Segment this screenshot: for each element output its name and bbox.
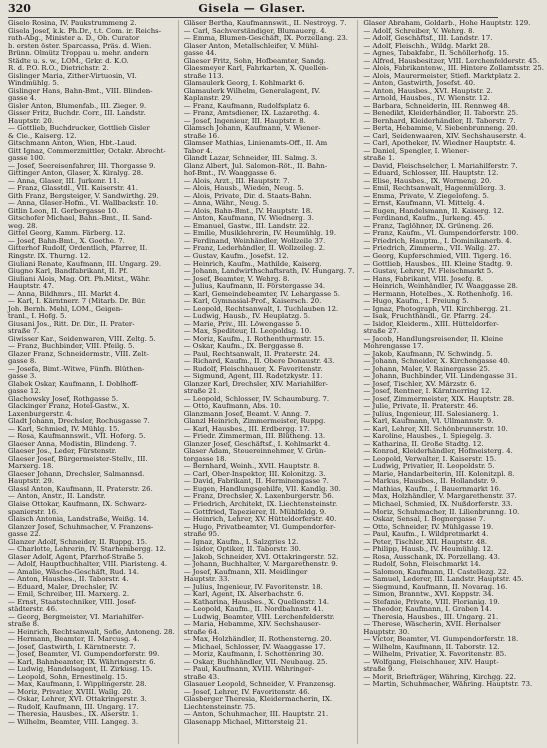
directory-entry: — Anton, Kaufmann, IV. Wiednerg. 3. [183, 214, 314, 223]
directory-entry: — Alois, Hausb., Wieden, Neug. 5. [183, 184, 304, 193]
directory-entry: straße 8. [8, 620, 40, 629]
directory-entry: Giusani Jos., Ritt. Dr. Dir., II. Prater- [8, 319, 135, 328]
directory-entry: Gläser Bertha, Kaufmannswit., II. Nestroyg. 7. [183, 19, 347, 27]
directory-entry: — Simon, Branntw., XVI. Koppstr. 34. [363, 590, 494, 599]
directory-entry: Glamser Mathias, Linienamts-Off., II. Am [183, 139, 328, 148]
directory-entry: — Rosa, Ausschank, IX. Porzellang. 43. [363, 552, 500, 561]
directory-entry: Hauptstr. 29. [8, 477, 54, 486]
directory-entry: — Johann, Buchhalter, V. Margarethenstr. 9. [183, 560, 338, 569]
directory-entry: — Siegmund, Kaufmann, II. Novarag. 16. [363, 582, 508, 591]
directory-entry: — Oskar, Sensal, I. Bognergasse 7. [363, 515, 486, 524]
directory-entry: Glazer Franz, Schneidermstr., VIII. Zelt- [8, 349, 149, 358]
directory-entry: — Anton, Gastwirth, Josefst. 40. [363, 79, 476, 88]
directory-entry: — Charlotte, Lehrerin, IV. Starhembergg. 12. [8, 545, 167, 554]
directory-entry: — Wilhelm, Kaufmann, II. Taborstr. 12. [363, 642, 500, 651]
directory-entry: Glanzmann Josef, Beamt. V. Anng. 7. [183, 409, 311, 418]
directory-entry: — Alois, Private, Dir. d. Staats-Bahn. [183, 191, 312, 200]
directory-entry: Glaser Anton, Metallschleifer, V. Mühl- [183, 41, 319, 50]
directory-entry: — Therese, Wäscherin, XVII. Hernalser [363, 620, 501, 629]
directory-entry: — Anna, Glaser-Hofm., VI. Wallbackstr. 10. [8, 199, 159, 208]
directory-entry: — Adolf, Hauptbuchhalter, VIII. Piaristeng. 4. [8, 560, 168, 569]
directory-entry: Glamaulerk Georg, I. Kohlmarkt 6. [183, 79, 305, 88]
directory-entry: Windmühlg. 5. [8, 79, 59, 88]
directory-entry: — Isak, Fruchthändl., Gr. Pfarrg. 24. [363, 312, 492, 321]
directory-entry: — Theresia, Hausbes., III. Ungarg. 21. [363, 612, 499, 621]
directory-entry: gasse 12. [8, 387, 41, 396]
directory-entry: torgasse 18. [183, 454, 227, 463]
directory-entry: Gladt Johann, Drechsler, Rochusgasse 7. [8, 417, 150, 426]
directory-entry: — Emil, Rechtsanwalt, Hagenmüllerg. 3. [363, 184, 506, 193]
directory-entry: Hauptstr. 47. [8, 282, 54, 291]
directory-entry: — Josef, Gastwirth, I. Kärntnerstr. 7. [8, 642, 136, 651]
directory-entry: Brünn. Olmütz Troppau u. mehr. andern [8, 49, 149, 58]
directory-entry: straße 95. [183, 530, 220, 539]
directory-entry: — Ludwig, Hausb., IV. Heuplatzg. 5. [183, 312, 311, 321]
directory-entry: Glaeser Fritz, Sohn, Hofbeamter, Sandg. [183, 56, 326, 65]
directory-entry: — Adolf, Schreiber, V. Wehrg. 8. [363, 26, 475, 35]
directory-entry: Gitt Ignaz, Commerzmittler, Octakr. Abrecht- [8, 146, 166, 155]
directory-entry: Giugno Karl, Bandfabrikant, II. Pf. [8, 267, 128, 276]
directory-entry: weg. 28. [8, 221, 38, 230]
directory-entry: — Josef, Kaufmann, XII. Meidlinger [183, 567, 308, 576]
directory-entry: städterstr. 46. [8, 605, 58, 614]
directory-entry: — Jakob, Kaufmann, IV. Schwindg. 5. [363, 349, 493, 358]
directory-entry: — Wilhelm, Beamter, VIII. Langeg. 3. [8, 717, 139, 726]
directory-entry: — Emanuel, Gastw., III. Landstr. 22. [183, 221, 310, 230]
directory-entry: — Ludwig, Privatier, II. Leopoldstr. 5. [363, 462, 495, 471]
directory-entry: Giuliani Alois, Mag. Oft. Ph.Mitst., Währ. [8, 274, 151, 283]
directory-entry: — Philipp, Hausb., IV. Heumühlg. 12. [363, 545, 494, 554]
directory-entry: — Hans, Fabrikant, VIII. Josefg. 8. [363, 274, 484, 283]
directory-entry: — Rudolf, Sohn, Fleischmarkt 14. [363, 560, 481, 569]
directory-entry: — Gustav, Kaufm., Josefst. 12. [183, 251, 289, 260]
directory-entry: Glaesmeyer Karl, Fahrkarten, X. Quellen- [183, 64, 329, 73]
directory-entry: — Franz, Glasstdl., VII. Kaiserstr. 41. [8, 184, 138, 193]
directory-entry: Gitschmann Anton, Wien, Hbt.-Laud. [8, 139, 137, 148]
directory-entry: — Oskar, Lehrer, XVI. Ottakringerstr. 3. [8, 695, 147, 704]
directory-entry: Glackinger Franz, Hotel-Gastw., X. [8, 402, 130, 411]
directory-entry: Tabor 4. [183, 146, 213, 155]
directory-entry: — Leopold, Verwalter, I. Kaiserstr. 15. [363, 454, 497, 463]
directory-entry: Glanzer Adolf, Schneider, II. Ruppg. 15. [8, 537, 148, 546]
directory-entry: — Heinrich, Kaufm., Mathilde, Kaiserg. [183, 259, 322, 268]
directory-entry: — Josef, Zimmermeister, XIX. Hauptstr. 28. [363, 394, 515, 403]
directory-entry: — Eduard, Maler, Drechsler, IV. [8, 582, 119, 591]
directory-entry: — Benedikt, Kleiderhändler, II. Taborstr. 25. [363, 109, 519, 118]
directory-entry: Glasauer Leopold, Schneider, V. Franzensg. [183, 680, 336, 689]
directory-entry: — Heinrich, Lehrer, XV. Hütteldorferstr. 40. [183, 515, 337, 524]
directory-entry: Glamsch Johann, Kaufmann, V. Wiener- [183, 124, 321, 133]
directory-entry: — Konrad, Kleiderhändler, Hofmeisterg. 4. [363, 447, 513, 456]
directory-entry: Glaser Abraham, Goldarb., Hohe Hauptstr. 129. [363, 19, 531, 27]
directory-entry: — Julius, Ingenieur, IV. Favoritenstr. 18. [183, 582, 323, 591]
directory-entry: Glaeser Josef, Bürgermeister-Stellv., III. [8, 454, 148, 463]
directory-entry: — Carl, Sachverständiger, Blumauerg. 4. [183, 26, 327, 35]
column-left [8, 20, 179, 744]
directory-entry: Gisser Fritz, Buchdr. Corr., III. Landstr. [8, 109, 146, 118]
directory-entry: — Paul, Kaufmann, XVIII. Währinger- [183, 665, 314, 674]
directory-entry: — Johann, Landwirthschaftsrath, IV. Hungarg. 7. [183, 267, 355, 276]
directory-entry: — Julie, Private, II. Praterstr. 46. [363, 402, 479, 411]
directory-entry: — Franz, Buchbinder, VIII. Pfeilg. 5. [8, 342, 135, 351]
directory-entry: — Moriz, Kaufm., I. Rothenthurmstr. 15. [183, 334, 325, 343]
directory-entry: — Bernhard, Weinh., XVII. Hauptstr. 8. [183, 462, 320, 471]
directory-entry: — Heinrich, Rechtsanwalt, Sofie, Antoneng. 28. [8, 627, 175, 636]
directory-entry: Giuliani Renate, Kaufmann, III. Ungarg. 29. [8, 259, 162, 268]
directory-entry: — Ignaz, Kaufm., I. Salzgries 12. [183, 537, 299, 546]
directory-entry: — Ernst, Kaufmann, VI. Mittelg. 4. [363, 199, 485, 208]
directory-entry: — Moriz, Kaufmann, I. Schottenring 30. [183, 650, 324, 659]
directory-entry: — Carl, Ober-Inspektor, III. Kolonitzg. 3. [183, 469, 326, 478]
directory-entry: — Josefa, Bimt.-Witwe, Fünfh. Blüthen- [8, 364, 145, 373]
directory-entry: — David, Fabrikant, II. Herminengasse 7. [183, 477, 329, 486]
directory-entry: — Alois, Bahn-Bmt., IV. Hauptstr. 18. [183, 206, 313, 215]
directory-entry: — Julius, Kaufmann, II. Förstergasse 34. [183, 282, 326, 291]
directory-entry: — Sigmund, Agent, III. Radetzkystr. 11. [183, 372, 323, 381]
directory-entry: gasse 3. [8, 372, 37, 381]
directory-entry: — Markus, Hausbes., II. Hollandstr. 9. [363, 477, 498, 486]
directory-entry: Marxerg. 18. [8, 462, 54, 471]
directory-entry: — Salomon, Kaufmann, II. Castellezg. 22. [363, 567, 509, 576]
directory-entry: — Martin, Schuhmacher, Währing. Hauptstr. 73. [363, 680, 533, 689]
directory-entry: — Karl, Gymnasial-Prof., Kaisersch. 20. [183, 297, 322, 306]
directory-entry: — Georg, Bergmeister, VI. Mariahilfer- [8, 612, 144, 621]
directory-entry: — Josef, Beamter, V. Wehrg. 8. [183, 274, 290, 283]
directory-entry: — Rudolf, Fleischhauer, X. Favoritenstr. [183, 364, 323, 373]
directory-entry: gasse 100. [8, 154, 46, 163]
directory-entry: — Josef, Ingenieur, III. Hauptstr. 8. [183, 116, 306, 125]
directory-entry: Liechtensteinstr. 75. [183, 702, 256, 711]
directory-entry: — Theresia, Hausbes., IX. Alserstr. 1. [8, 710, 139, 719]
directory-entry: — Leopold, Schlosser, IV. Schaumburg. 7. [183, 394, 330, 403]
directory-entry: straße 64. [183, 627, 220, 636]
directory-entry: — Michael, Schmied, IX. Nußdorferstr. 33. [363, 500, 513, 508]
directory-entry: Hauptstr. 33. [183, 575, 230, 584]
directory-entry: — Oskar, Kaufm., IX. Berggasse 8. [183, 342, 304, 351]
directory-entry: — Leopold, Kaufm., II. Nordbahnstr. 41. [183, 605, 324, 614]
directory-entry: — Ignaz, Photograph, VII. Kirchbergg. 21. [363, 304, 512, 313]
directory-entry: straße 7. [8, 327, 40, 336]
directory-entry: — Hermann, Beamter, II. Marcusg. 4. [8, 635, 140, 644]
directory-entry: — Emil, Schreiber, III. Marxerg. 2. [8, 590, 130, 599]
directory-entry: — Richard, Kaufm., II. Obere Donaustr. 43. [183, 357, 335, 366]
directory-entry: — Ferdinand, Weinhändler, Wollzeile 37. [183, 236, 326, 245]
directory-entry: — Alois, Fabrikantenw., III. Hintere Zollamtsstr. 25. [363, 64, 544, 73]
directory-entry: Glanz Albert, Jul. Salomon-Röt., II. Bahn- [183, 161, 328, 170]
directory-entry: — Franz, Lederhändler, II. Wollzeileg. 2. [183, 244, 326, 253]
directory-entry: — Katharina, Hausbes., X. Quellenstr. 14. [183, 597, 330, 606]
directory-entry: Glanzl Heinrich, Zimmermeister, Ruppg. [183, 417, 326, 426]
directory-entry: — Otto, Kaufmann, Abs. 10. [183, 402, 281, 411]
directory-entry: Gith Franz, Bergsteiger, V. Sandwirthg. 29. [8, 191, 159, 200]
directory-entry: Glasberger Theresia, Kleidermacherin, IX. [183, 695, 333, 704]
directory-entry: — David, Fleischselcher, I. Mariahilferstr. 7. [363, 161, 518, 170]
page-number: 320 [8, 2, 31, 15]
directory-entry: — Emilie, Musiklehrerin, IV. Heumühlg. 19. [183, 229, 337, 238]
directory-entry: Glachowsky Josef, Rothgasse 5. [8, 394, 119, 403]
directory-entry: Glasenapp Michael, Mittersteig 21. [183, 717, 308, 726]
directory-entry: gasse 44. [183, 49, 217, 58]
directory-entry: & Cie., Kaiserg. 12. [8, 131, 77, 140]
directory-entry: — Karl, Kaufmann, VI. Ullmannstr. 9. [363, 417, 494, 426]
directory-entry: — Josef, Seereisenfahrer, III. Thorgasse 9. [8, 161, 156, 170]
directory-entry: — Marie, Handarbeiterin, III. Kolonitzpl. 8. [363, 469, 515, 478]
directory-entry: — Max, Spediteur, II. Leopoldsg. 10. [183, 327, 312, 336]
directory-entry: — Katharina, II. Große Stadtg. 12. [363, 439, 484, 448]
directory-entry: — Anton, Hausbes., II. Taborstr. 4. [8, 575, 129, 584]
directory-entry: — Maria, Hebamme, XIV. Sechshauser- [183, 620, 321, 629]
directory-entry: Glandt Lazar, Schneider, III. Salmg. 3. [183, 154, 318, 163]
directory-entry: — Wilhelm, Privatier, X. Favoritenstr. 85. [363, 650, 507, 659]
directory-entry: — Otto, Schneider, IV. Mühlgasse 19. [363, 522, 494, 531]
directory-entry: — Friedrich, Zimmerm., VII. Wallg. 27. [363, 244, 500, 253]
directory-entry: — Paul, Kaufm., I. Wildpretmarkt 4. [363, 530, 489, 539]
directory-entry: Giwisser Kar., Seidenwaren, VIII. Zeltg. 5. [8, 334, 156, 343]
directory-entry: Gittinger Anton, Glaser, X. Kiralyg. 28. [8, 169, 144, 178]
directory-entry: gasse 4. [8, 94, 37, 103]
directory-entry: straße 43. [183, 672, 220, 681]
directory-entry: — Hermann, Hotelbes., X. Rothenhofg. 16. [363, 289, 513, 298]
directory-entry: — Hugo, Kaufm., I. Freiung 5. [363, 297, 469, 306]
directory-entry: — Adolf, Fleischh., Wildg. Markt 28. [363, 41, 491, 50]
directory-entry: Glassl Anton, Kaufmann, II. Praterstr. 26. [8, 484, 153, 493]
directory-entry: Glaisch Antonia, Landstraße, Weißg. 14. [8, 515, 149, 524]
directory-entry: — Oskar, Buchhändler, VII. Neubaug. 25. [183, 657, 328, 666]
directory-entry: — Ernst, Staatstechniker, VIII. Josef- [8, 597, 137, 606]
directory-entry: Gisler Anton, Blumenfab., III. Zieger. 9. [8, 101, 147, 110]
directory-entry: — Alfred, Hausbesitzer, VIII. Lerchenfelderstr. 45. [363, 56, 540, 65]
directory-entry: — Anton, Hausbes., XVI. Hauptstr. 2. [363, 86, 493, 95]
directory-entry: Gislinger Hans, Bahn-Bmt., VIII. Blinden- [8, 86, 153, 95]
directory-columns [8, 19, 544, 744]
directory-entry: — Ludwig, Handelsagent, II. Zirkusg. 15. [8, 665, 153, 674]
directory-entry: Glanzer Josef, Geschäftsf., I. Kohlmarkt 4. [183, 439, 331, 448]
directory-entry: Mohrengasse 17. [363, 342, 424, 351]
directory-entry: — Gottlieb, Buchdrucker, Gottlieb Gisler [8, 124, 150, 133]
directory-entry: — Karl, Hausbes., III. Erdbergg. 17. [183, 424, 310, 433]
directory-entry: — Franz, Kaufm., VI. Gumpendorferstr. 100. [363, 229, 519, 238]
directory-entry: Kaplanstr. 29. [183, 94, 233, 103]
directory-entry: spanierstr. 16. [8, 507, 59, 516]
directory-entry: — Berta, Hebamme, V. Siebenbrunneng. 20. [363, 124, 518, 133]
directory-entry: straße 27. [363, 327, 399, 336]
directory-entry: — Karl, I. Kärntnerr. 7 (Mitarb. Dr. Bür. [8, 297, 146, 306]
directory-entry: Laxenburgerstr. 4. [8, 409, 73, 418]
directory-entry: — Johann, Maler, V. Rainergasse 25. [363, 364, 490, 373]
directory-entry: Glaeser Anna, Modistin, Blindeng. 7. [8, 439, 137, 448]
directory-entry: Glaise Ottokar, Kaufmann, IX. Schwarz- [8, 500, 147, 508]
directory-entry: — Friedrich, Architekt, IX. Liechtensteinstr. [183, 500, 338, 508]
directory-entry: — Daniel, Spengler, I. Wiener- [363, 146, 470, 155]
directory-entry: — Gustav, Lehrer, IV. Fleischmarkt 5. [363, 267, 494, 276]
directory-entry: — Theodor, Kaufmann, I. Graben 14. [363, 605, 492, 614]
directory-entry: — Adolf, Geschäftsf., III. Landstr. 17. [363, 34, 493, 43]
directory-entry: Hauptstr. 30. [363, 627, 410, 636]
directory-entry: — Moriz, Schuhmacher, II. Lilienbrunng. 10. [363, 507, 520, 516]
directory-entry: — Eduard, Schlosser, III. Hauptstr. 12. [363, 169, 499, 178]
directory-entry: — Franz, Amtsdiener, IX. Lazarethg. 4. [183, 109, 320, 118]
directory-entry: Glanzer Karl, Drechsler, XIV. Mariahilfer- [183, 379, 328, 388]
directory-entry: — Anna, Währ., Neug. 5. [183, 199, 270, 208]
directory-entry: — Gottfried, Tapezierer, II. Mühlfeldg. 9. [183, 507, 327, 516]
directory-entry: — Paul, Rechtsanwalt, II. Praterstr. 24. [183, 349, 321, 358]
directory-entry: — Bernhard, Kleiderhändler, II. Taborstr. 7. [363, 116, 516, 125]
directory-entry: Hauptstr. 20. [8, 116, 54, 125]
directory-entry: — Ludwig, Beamter, VIII. Lerchenfelderstr. [183, 612, 335, 621]
directory-entry: — Karl, Agent, IX. Alserbachstr. 6. [183, 590, 304, 599]
directory-entry: — Friedrich, Hauptm., I. Dominikanerb. 4. [363, 236, 512, 245]
directory-entry: — Julius, Ingenieur, III. Salesianerg. 1. [363, 409, 499, 418]
directory-entry: Glaeser Jos., Leder, Fürstenstr. [8, 447, 117, 456]
directory-entry: tranl., I. Hofg. 5. [8, 312, 67, 321]
directory-entry: — Franz, Kaufmann, Rudolfsplatz 6. [183, 101, 310, 110]
directory-entry: — Karl, Gemeindebeamter, IV. Lehargasse 5. [183, 289, 340, 298]
directory-entry: Giselo Rosina, IV. Paukstrummeng 2. [8, 19, 137, 27]
directory-entry: — Marie, Priv., III. Löwengasse 5. [183, 319, 302, 328]
directory-entry: — Anton, Schuhmacher, III. Hauptstr. 21. [183, 710, 329, 719]
directory-entry: — Alois, Maurermeister, Stiefl. Marktplatz 2. [363, 71, 521, 80]
directory-entry: — Leopold, Rechtsanwalt, I. Tuchlauben 12. [183, 304, 339, 313]
directory-entry: — Morit, Briefträger, Währing, Kirchgg. 22. [363, 672, 516, 681]
page-title: Gisela — Glaser. [198, 2, 306, 15]
directory-entry: — Johann, Schneider, X. Kirchengasse 40. [363, 357, 510, 366]
directory-entry: — Friedr. Zimmerman, III. Blütheng. 13. [183, 432, 326, 441]
directory-entry: — Karoline, Hausbes., I. Spiegelg. 3. [363, 432, 492, 441]
directory-entry: R. d. P.O. R.O., Dietrichstr. 2. [8, 64, 109, 73]
directory-entry: — Eugen, Handlungsgehilfe, VII. Kandlg. 30. [183, 484, 341, 493]
directory-entry: — Karl, Bahnbeamter, IX. Währingerstr. 6. [8, 657, 156, 666]
directory-entry: — Josef, Beamter, VI. Gumpendorferstr. 99. [8, 650, 160, 659]
directory-entry: hof-Bmt., IV. Waaggasse 6. [183, 169, 277, 178]
directory-entry: — Rudolf, Kaufmann, III. Ungarg. 17. [8, 702, 139, 711]
directory-entry: Gitschofer Michael, Bahn.-Bmt., II. Sand- [8, 214, 153, 223]
directory-entry: — Josef, Rentner, I. Kärntnerring 12. [363, 387, 492, 396]
header-rule [8, 17, 498, 18]
directory-entry: — Rosa, Kaufmannswit., VII. Hoferg. 5. [8, 432, 146, 441]
directory-entry: — Josef, Lehrer, IV. Favoritenstr. 46. [183, 687, 310, 696]
directory-entry: Joh. Bernh. Mehl, LOM., Geigen- [8, 304, 123, 313]
directory-entry: — Agnes, Tabakfabr., II. Schöllerhofg. 15. [363, 49, 509, 58]
directory-entry: — Karl, Lehrer, XII. Schönbrunnerstr. 10. [363, 424, 508, 433]
directory-entry: Gitterhof Rudolf, Ordentlich, Pfarrer, II. [8, 244, 148, 253]
directory-entry: — Franz, Taglöhner, IX. Grüneng. 26. [363, 221, 494, 230]
directory-entry: Gisela Josef, k.k. Ph.Dr., t.t. Com. ir. Reichs- [8, 26, 162, 35]
directory-entry: — Eugen, Handelsmann, II. Kaiserg. 12. [363, 206, 504, 215]
directory-entry: — Jacob, Handlungsreisender, II. Kleine [363, 334, 504, 343]
directory-entry: — Leopold, Sohn, Ernestinelg. 15. [8, 672, 128, 681]
directory-entry: — Max, Kaufmann, I. Wipplingerstr. 28. [8, 680, 147, 689]
directory-entry: — Emma, Private, V. Ziegelofeng. 5. [363, 191, 489, 200]
directory-entry: — Mathias, Kaufm., I. Bauernmarkt 16. [363, 484, 501, 493]
directory-entry: — Karl, Schmied, IV. Mühlg. 15. [8, 424, 120, 433]
directory-entry: rath-Abg., Minister a. D., Ob. Curator [8, 34, 140, 43]
directory-entry: — Samuel, Lederer, III. Landstr. Hauptstr. 45. [363, 575, 524, 584]
directory-entry: straße 16. [183, 131, 220, 140]
directory-entry: — Franz, Drechsler, X. Laxenburgerstr. 56. [183, 492, 334, 501]
directory-entry: — Hugo, Privatbeamter, VI. Gumpendorfer- [183, 522, 336, 531]
directory-entry: Glabek Oskar, Kaufmann, I. Doblhoff- [8, 379, 139, 388]
directory-entry: straße 113. [183, 71, 224, 80]
directory-entry: — Anna, Bildhmrs., III. Markt 4. [8, 289, 121, 298]
directory-entry: — Heinrich, Weinhändler, IV. Waaggasse 28. [363, 282, 518, 291]
directory-entry: — Max, Holzhändler, II. Rothensterng. 20. [183, 635, 332, 644]
directory-entry: Glamaulerk Wilhelm, Generalagent, IV. [183, 86, 321, 95]
directory-entry: — Josef, Tischler, XV. Märzstr. 6. [363, 379, 477, 388]
directory-entry: — Alois, Arzt., III. Hauptstr. 7. [183, 176, 290, 185]
directory-entry: — Peter, Tischler, XII. Hauptstr. 48. [363, 537, 488, 546]
directory-entry: — Emma, Blumen-Geschäft, IX. Porzellang. 23. [183, 34, 348, 43]
directory-entry: Städte u. s. w., LOM., Grkr. d. K.O. [8, 56, 129, 65]
column-middle [184, 20, 359, 744]
directory-entry: — Carl, Apotheker, IV. Wiedner Hauptstr. 4. [363, 139, 516, 148]
directory-entry: — Anna, Glaser, III. Jurkenr. 11. [8, 176, 120, 185]
directory-entry: — Carl, Seidenwaaren, XIV. Sechshauserstr. 4. [363, 131, 527, 140]
directory-entry: — Victor, Beamter, VI. Gumpendorferstr. 18. [363, 635, 519, 644]
directory-entry: — Jakob, Schneider, XVI. Ottakringerstr. 52. [183, 552, 339, 561]
page-header [0, 0, 504, 20]
directory-entry: — Johann, Buchbinder, VII. Lindengasse 31. [363, 372, 518, 381]
directory-entry: — Elise, Hausbes., IX. Wormeng. 20. [363, 176, 492, 185]
directory-entry: — Michael, Schlosser, IV. Waaggasse 17. [183, 642, 326, 651]
directory-entry: Gitlin Leon, II. Gerbergasse 10. [8, 206, 119, 215]
directory-entry: — Moriz, Privatier, XVIII. Wallg. 20. [8, 687, 134, 696]
directory-entry: — Arnold, Hausbes., IV. Wienstr. 12. [363, 94, 490, 103]
directory-entry: — Gottlieb, Hausbes., III. Kleine Stadtg. 9. [363, 259, 513, 268]
directory-entry: Glanzer Josef, Schuhmacher, V. Franzens- [8, 522, 154, 531]
directory-entry: Gislinger Maria, Zither-Virtuosin, VI. [8, 71, 137, 80]
directory-entry: Gittel Georg, Kamm. Färberg. 12. [8, 229, 126, 238]
directory-entry: Glaser Adolf, Agent, Pfarrhof-Straße 5. [8, 552, 144, 561]
directory-entry: straße 9. [363, 665, 395, 674]
directory-entry: — Georg, Kupferschmied, VIII. Tigerg. 16. [363, 251, 512, 260]
directory-entry: b. ersten öster. Sparcassa, Präs. d. Wien. [8, 41, 152, 50]
directory-entry: — Ferdinand, Kaufm., Jurkeng. 45. [363, 214, 485, 223]
directory-entry: — Isidor, Optiker, II. Taborstr. 30. [183, 545, 301, 554]
directory-entry: — Stefanie, Private, VIII. Florianig. 19. [363, 597, 500, 606]
directory-entry: Glaser Adam, Steuereinnehmer, V. Grün- [183, 447, 326, 456]
directory-entry: gasse 8. [8, 357, 37, 366]
directory-entry: — Amalie, Wäsche-Geschäft, Rud. 14. [8, 567, 139, 576]
directory-entry: straße 1. [363, 154, 395, 163]
directory-entry: — Max, Holzhändler, V. Margarethenstr. 37. [363, 492, 517, 501]
directory-entry: Ringstr. IX. Thurng. 12. [8, 251, 91, 260]
directory-entry: — Wolfgang, Fleischhauer, XIV. Haupt- [363, 657, 499, 666]
directory-entry: — Barbara, Schneiderin, III. Rennweg 48. [363, 101, 510, 110]
directory-entry: — Isidor, Kleiderm., XIII. Hütteldorfer- [363, 319, 499, 328]
directory-entry: — Josef, Bahn-Bmt., X. Goethe. 7. [8, 236, 125, 245]
directory-entry: Glaeser Johann, Drechsler, Salmannsd. [8, 469, 145, 478]
directory-entry: gasse 22. [8, 530, 41, 539]
directory-entry: straße 21. [183, 387, 220, 396]
column-right [363, 20, 547, 744]
directory-entry: — Anton, Anstr., II. Landstr. [8, 492, 106, 501]
